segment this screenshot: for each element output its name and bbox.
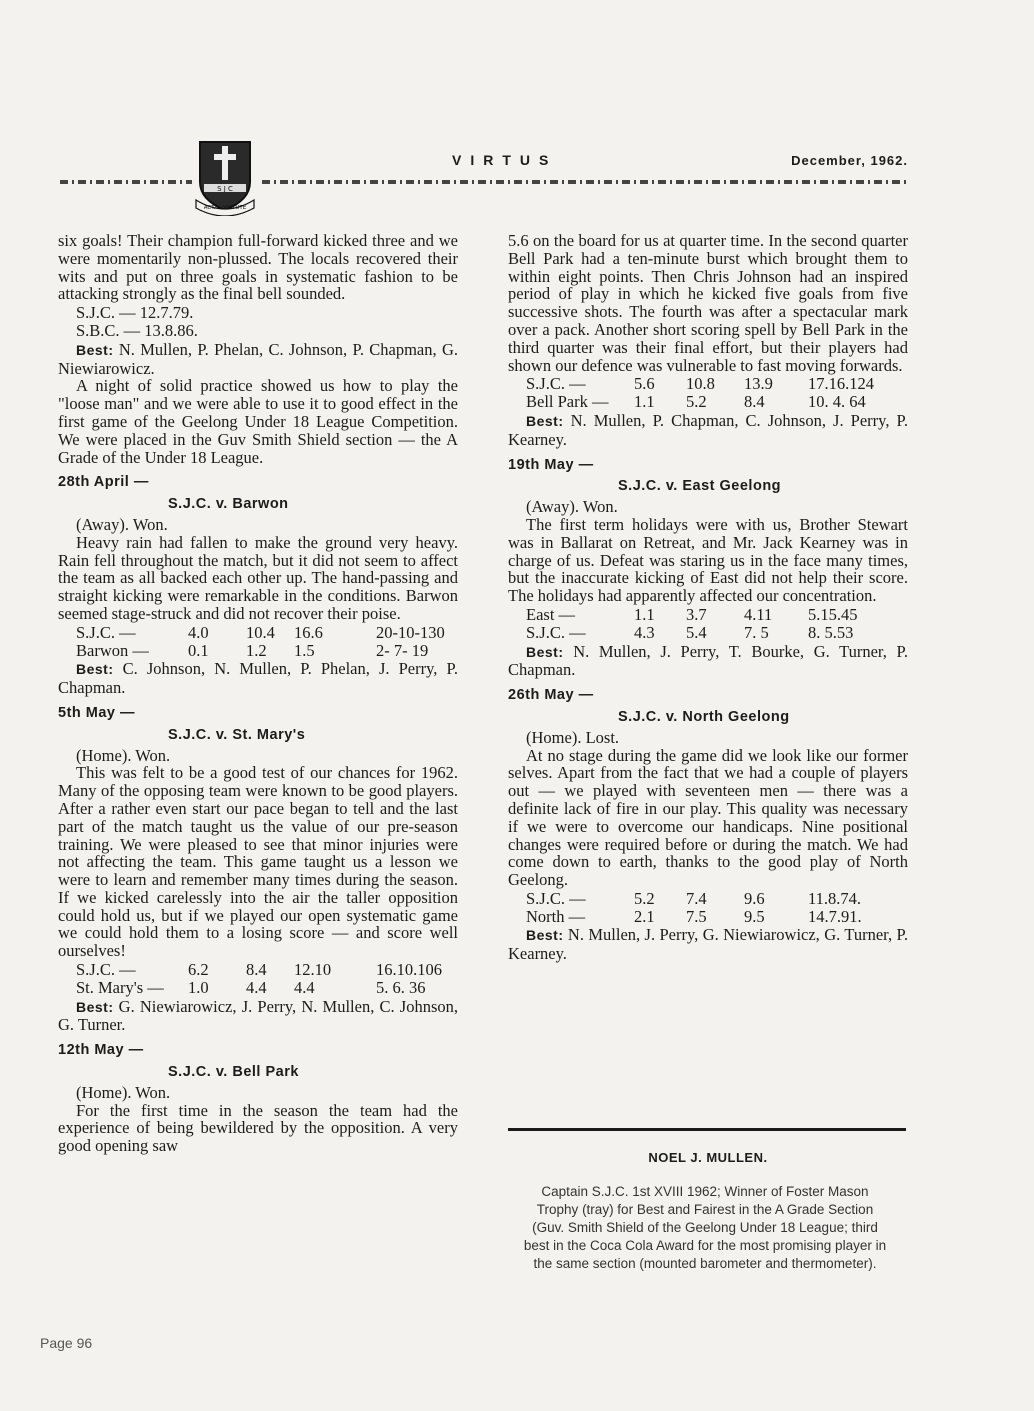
header-rule-right [262,180,910,184]
match-date-heading: 26th May — [508,687,594,704]
paragraph: A night of solid practice showed us how to play the "loose man" and we were able to use it to good effect in the first game of the Geelong Under 18 League Competition. We were placed in the Guv Smith Shield section — the A Grade of the Under 18 League. [58,376,458,467]
best-players [58,998,458,1035]
score-row [526,624,908,642]
match-date-heading: 28th April — [58,474,149,491]
page-number: Page 96 [40,1335,93,1351]
score-cell: 5.2 [634,888,655,908]
score-cell: 10.4 [246,622,275,642]
crest-motto: ACTA · VIRTUTE [203,205,247,211]
match-venue-result: (Away). Won. [76,514,168,534]
best-label: Best: [76,998,114,1015]
score-row [526,908,908,926]
paragraph: Heavy rain had fallen to make the ground very heavy. Rain fell throughout the match, but it did not seem to affect the team as all backed each other up. The hand-passing and straight kicking were remarkable in the conditions. Barwon seemed stage-struck and did not recover their poise. [58,532,458,623]
best-label: Best: [526,643,564,660]
score-cell: 7. 5 [744,622,769,642]
best-names: G. Niewiarowicz, J. Perry, N. Mullen, C. Johnson, G. Turner. [58,996,458,1035]
score-cell: 9.6 [744,888,765,908]
paragraph: six goals! Their champion full-forward kicked three and we were momentarily non-plussed. The locals recovered their wits and put on three goals in systematic fashion to be attacking strongly as the final bell sounded. [58,231,458,304]
paragraph: For the first time in the season the team had the experience of being bewildered by the opposition. A very good opening saw [58,1100,458,1156]
score-cell: 5. 6. 36 [376,977,426,997]
score-cell: 0.1 [188,640,209,660]
school-crest-icon [194,136,256,216]
issue-date: December, 1962. [791,153,908,168]
score-cell: 10. 4. 64 [808,392,866,412]
score-cell: 5.4 [686,622,707,642]
score-cell: 5.15.45 [808,604,858,624]
score-row [76,979,458,997]
score-table [526,606,908,642]
score-cell: 1.0 [188,977,209,997]
score-table [76,961,458,997]
score-cell: S.J.C. — [526,374,586,394]
score-cell: 2- 7- 19 [376,640,429,660]
best-names: C. Johnson, N. Mullen, P. Phelan, J. Perry, P. Chapman. [58,659,458,698]
score-cell: 4.0 [188,622,209,642]
score-cell: S.J.C. — [76,960,136,980]
score-table [76,624,458,660]
paragraph: At no stage during the game did we look like our former selves. Apart from the fact that we had a couple of players out — we played with seventeen men — there was a definite lack of fire in our play. This quality was necessary if we were to overcome our handicaps. Nine positional changes were required before or during the match. We had come down to earth, thanks to the good play of North Geelong. [508,745,908,890]
best-players [508,643,908,680]
right-column [508,232,908,963]
score-cell: 3.7 [686,604,707,624]
score-cell: Bell Park — [526,392,609,412]
match-date-heading: 5th May — [58,704,136,721]
best-players [58,660,458,697]
score-cell: 4.3 [634,622,655,642]
score-cell: East — [526,604,576,624]
score-cell: 8.4 [744,392,765,412]
best-players [508,412,908,449]
best-names: N. Mullen, P. Chapman, C. Johnson, J. Perry, P. Kearney. [508,410,908,449]
best-label: Best: [76,661,114,678]
paragraph: 5.6 on the board for us at quarter time. In the second quarter Bell Park had a ten-minute burst which brought them to within eight points. Then Chris Johnson had an inspired period of play in which he kicked five goals from five successive shots. The fourth was after a spectacular mark over a pack. Another short scoring spell by Bell Park in the third quarter was their final effort, but their players had shown our defence was vulnerable to fast moving forwards. [508,231,908,375]
best-names: N. Mullen, J. Perry, T. Bourke, G. Turner, P. Chapman. [508,641,909,680]
score-row [526,393,908,411]
score-cell: 9.5 [744,906,765,926]
caption-text: Captain S.J.C. 1st XVIII 1962; Winner of Foster Mason Trophy (tray) for Best and Fairest in the A Grade Section (Guv. Smith Shield of the Geelong Under 18 League; third best in the Coca Cola Award for the most promising player in the same section (mounted barometer and thermometer). [523,1184,887,1271]
match-title: S.J.C. v. Bell Park [168,1064,299,1081]
score-cell: S.J.C. — [526,888,586,908]
best-players [508,926,908,963]
score-cell: 7.5 [686,906,707,926]
match-title: S.J.C. v. North Geelong [618,708,790,725]
score-cell: 14.7.91. [808,906,862,926]
score-cell: 16.6 [294,622,323,642]
score-row [526,606,908,624]
score-cell: 16.10.106 [376,960,442,980]
match-date-heading: 12th May — [58,1042,144,1059]
score-cell: 11.8.74. [808,888,862,908]
crest-letters: S J C [217,185,233,193]
paragraph: This was felt to be a good test of our chances for 1962. Many of the opposing team were known to be good players. After a rather even start our pace began to tell and the last part of the match taught us the value of our pre-season training. We were pleased to see that minor injuries were not affecting the team. This game taught us a lesson we were to learn and remember many times during the season. If we kicked carelessly into the air the taller opposition could hold us, but if we played our open systematic game we could hold them to a losing score — and score well ourselves! [58,763,458,961]
publication-title: VIRTUS [452,152,558,168]
score-cell: 1.2 [246,640,267,660]
score-cell: 8.4 [246,960,267,980]
score-row [526,890,908,908]
score-cell: St. Mary's — [76,977,164,997]
score-cell: S.J.C. — [526,622,586,642]
score-row [76,322,458,340]
score-cell: 20-10-130 [376,622,445,642]
score-cell: 10.8 [686,374,715,394]
score-cell: S.B.C. — 13.8.86. [76,320,198,340]
caption-title: NOEL J. MULLEN. [648,1150,768,1165]
match-title: S.J.C. v. St. Mary's [168,726,306,743]
left-column [58,232,458,1155]
score-cell: 17.16.124 [808,374,874,394]
match-venue-result: (Away). Won. [526,497,618,517]
score-cell: 4.11 [744,604,773,624]
best-names: N. Mullen, P. Phelan, C. Johnson, P. Chapman, G. Niewiarowicz. [58,339,458,378]
score-cell: 5.6 [634,374,655,394]
best-label: Best: [526,412,564,429]
score-row [76,642,458,660]
score-cell: 1.1 [634,604,655,624]
best-players [58,341,458,378]
match-venue-result: (Home). Lost. [526,727,620,747]
score-cell: 4.4 [246,977,267,997]
score-table [526,375,908,411]
score-cell: 8. 5.53 [808,622,854,642]
score-row [76,304,458,322]
score-cell: S.J.C. — 12.7.79. [76,303,194,323]
best-names: N. Mullen, J. Perry, G. Niewiarowicz, G. Turner, P. Kearney. [508,925,908,964]
score-cell: 4.4 [294,977,315,997]
score-cell: S.J.C. — [76,622,136,642]
score-cell: 13.9 [744,374,773,394]
paragraph: The first term holidays were with us, Brother Stewart was in Ballarat on Retreat, and Mr. Jack Kearney was in charge of us. Defeat was staring us in the face many times, but the inaccurate kicking of East did not help their score. The holidays had apparently affected our concentration. [508,514,908,606]
score-row [76,961,458,979]
score-cell: 1.1 [634,392,655,412]
match-venue-result: (Home). Won. [76,1082,171,1102]
score-cell: 2.1 [634,906,655,926]
caption-divider [508,1128,906,1131]
best-label: Best: [76,341,114,358]
score-cell: 6.2 [188,960,209,980]
header-rule-left [60,180,192,184]
score-cell: Barwon — [76,640,149,660]
score-row [526,375,908,393]
match-venue-result: (Home). Won. [76,745,171,765]
score-table [526,890,908,926]
best-label: Best: [526,927,564,944]
match-title: S.J.C. v. Barwon [168,496,289,513]
score-cell: 12.10 [294,960,332,980]
score-row [76,624,458,642]
score-table [76,304,458,340]
score-cell: 5.2 [686,392,707,412]
score-cell: 7.4 [686,888,707,908]
match-date-heading: 19th May — [508,456,594,473]
match-title: S.J.C. v. East Geelong [618,478,782,495]
score-cell: 1.5 [294,640,315,660]
score-cell: North — [526,906,586,926]
